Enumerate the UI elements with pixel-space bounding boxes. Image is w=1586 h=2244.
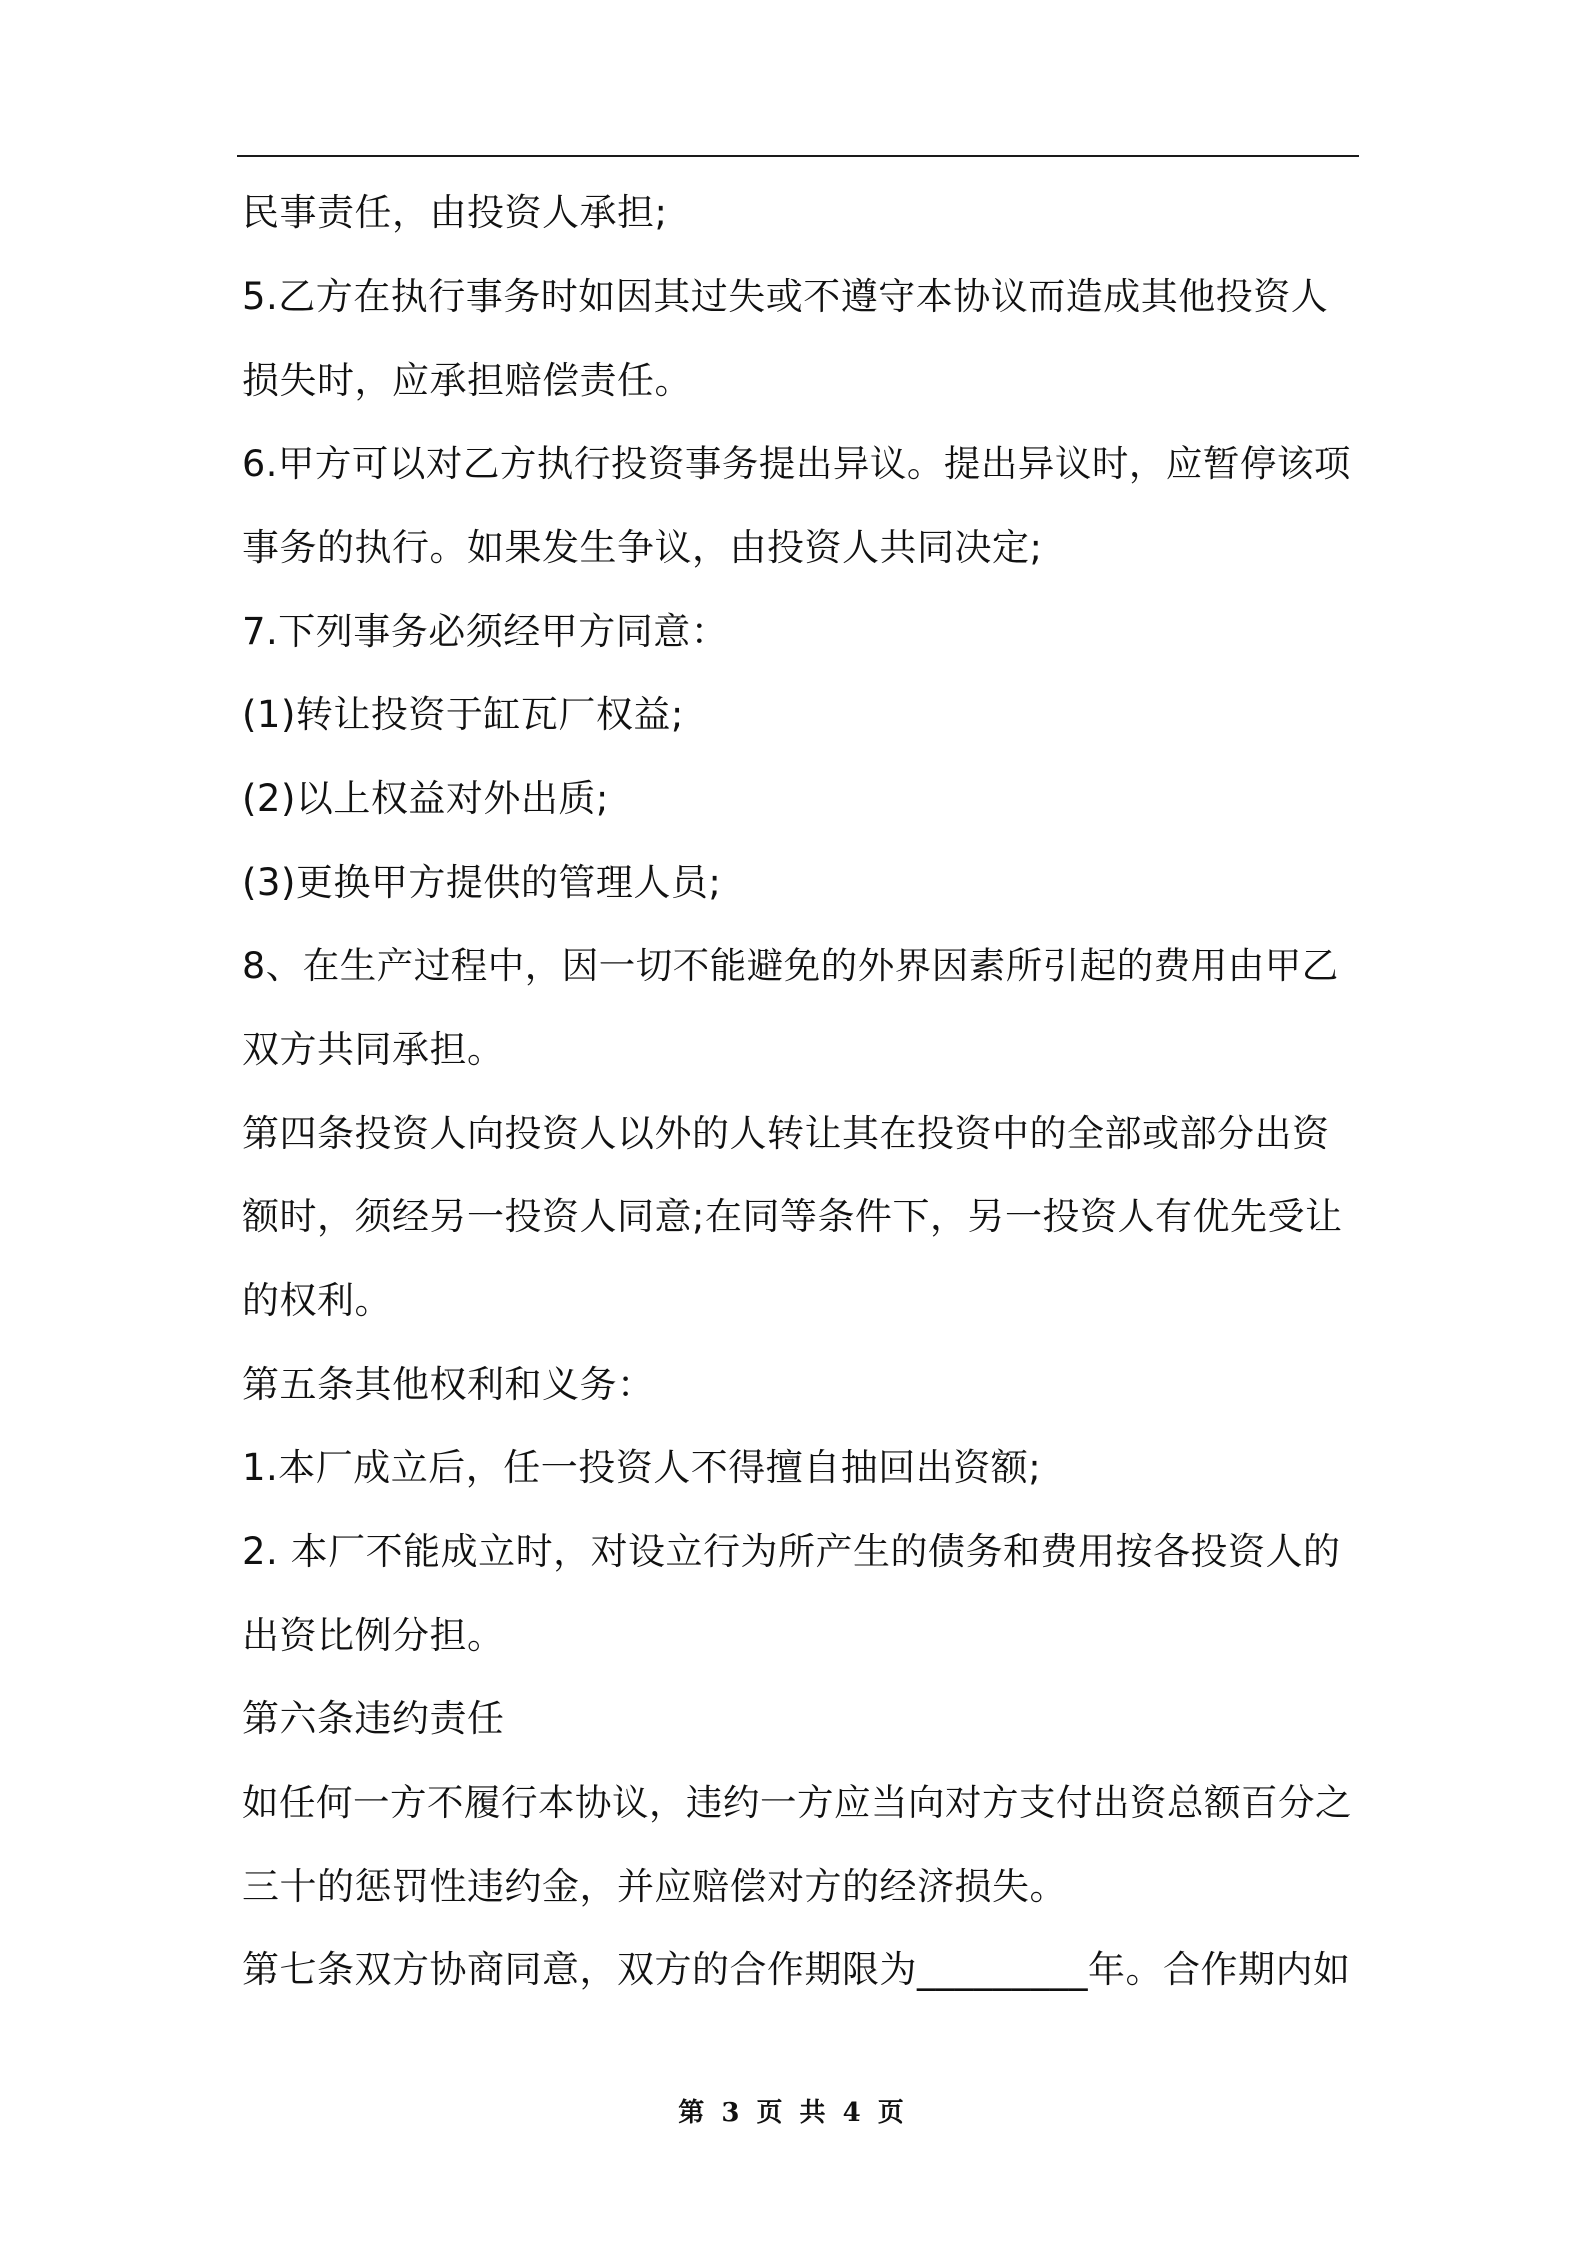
body-line: 第七条双方协商同意，双方的合作期限为_________年。合作期内如	[242, 1948, 1351, 1991]
body-line: 的权利。	[242, 1279, 392, 1322]
body-line: 8、在生产过程中，因一切不能避免的外界因素所引起的费用由甲乙	[242, 944, 1339, 987]
body-line: 第五条其他权利和义务：	[242, 1363, 655, 1406]
header-rule	[237, 155, 1359, 157]
body-line: 5.乙方在执行事务时如因其过失或不遵守本协议而造成其他投资人	[242, 275, 1329, 318]
body-line: (2)以上权益对外出质;	[242, 777, 609, 820]
body-line: 额时，须经另一投资人同意;在同等条件下，另一投资人有优先受让	[242, 1195, 1343, 1238]
body-line: 民事责任，由投资人承担;	[242, 191, 668, 234]
body-line: (3)更换甲方提供的管理人员;	[242, 861, 722, 904]
body-line: 7.下列事务必须经甲方同意：	[242, 610, 729, 653]
body-line: (1)转让投资于缸瓦厂权益;	[242, 693, 684, 736]
body-line: 2. 本厂不能成立时，对设立行为所产生的债务和费用按各投资人的	[242, 1530, 1341, 1573]
body-line: 第四条投资人向投资人以外的人转让其在投资中的全部或部分出资	[242, 1112, 1330, 1155]
body-line: 第六条违约责任	[242, 1697, 505, 1740]
body-line: 如任何一方不履行本协议，违约一方应当向对方支付出资总额百分之	[242, 1781, 1352, 1824]
body-line: 1.本厂成立后，任一投资人不得擅自抽回出资额;	[242, 1446, 1042, 1489]
body-line: 损失时，应承担赔偿责任。	[242, 359, 692, 402]
page-number-footer: 第 3 页 共 4 页	[678, 2098, 908, 2128]
body-line: 6.甲方可以对乙方执行投资事务提出异议。提出异议时，应暂停该项	[242, 442, 1351, 485]
body-line: 三十的惩罚性违约金，并应赔偿对方的经济损失。	[242, 1865, 1067, 1908]
body-line: 出资比例分担。	[242, 1614, 505, 1657]
body-line: 事务的执行。如果发生争议，由投资人共同决定;	[242, 526, 1043, 569]
body-line: 双方共同承担。	[242, 1028, 505, 1071]
